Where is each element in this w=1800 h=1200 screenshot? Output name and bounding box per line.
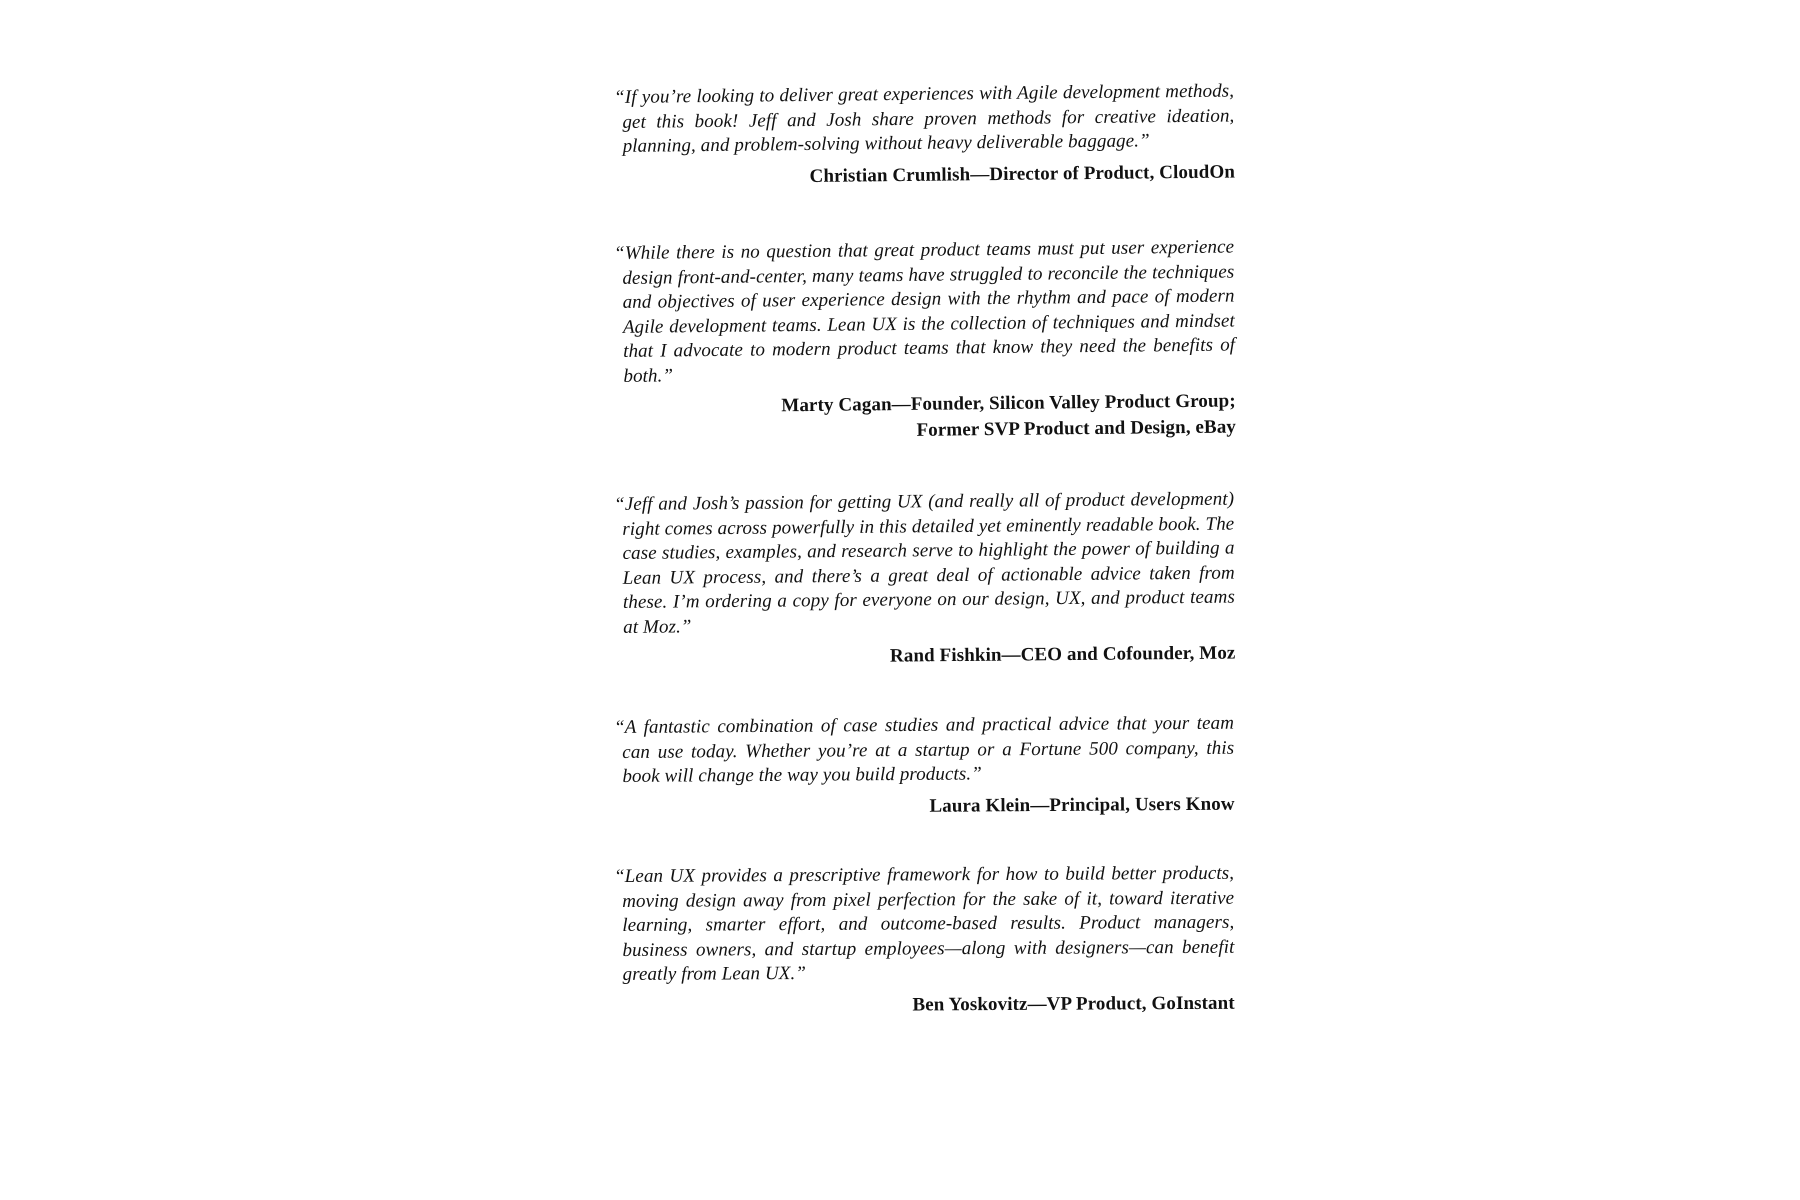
praise-blurb	[614, 711, 1235, 821]
attribution-line: Former SVP Product and Design, eBay	[916, 415, 1237, 441]
praise-blurb	[614, 80, 1235, 192]
praise-blurb	[614, 862, 1235, 1020]
praise-column	[614, 80, 1237, 1020]
blurb-quote: “While there is no question that great product teams must put user experience design front-and-center, many teams have struggled to reconcile the techniques and objectives of user experience design with the rhythm and pace of modern Agile development teams. Lean UX is the collection of techniques and mindset that I advocate to modern product teams that know they need the benefits of both.”	[614, 236, 1236, 386]
blurb-quote: “If you’re looking to deliver great experiences with Agile development methods, get this book! Jeff and Josh share proven methods for creative ideation, planning, and problem-solving without heavy deliverable baggage.”	[614, 80, 1235, 157]
blurb-quote: “A fantastic combination of case studies and practical advice that your team can use today. Whether you’re at a startup or a Fortune 500 company, this book will change the way you build products.”	[614, 712, 1235, 787]
attribution-line: Ben Yoskovitz—VP Product, GoInstant	[912, 992, 1235, 1015]
blurb-attribution	[616, 388, 1237, 446]
blurb-attribution	[615, 159, 1235, 191]
praise-blurb	[614, 487, 1236, 671]
attribution-line: Christian Crumlish—Director of Product, CloudOn	[809, 161, 1236, 187]
attribution-line: Rand Fishkin—CEO and Cofounder, Moz	[889, 642, 1236, 667]
blurb-attribution	[615, 791, 1235, 821]
blurb-quote: “Jeff and Josh’s passion for getting UX (and really all of product development) right comes across powerfully in this detailed yet eminently readable book. The case studies, examples, and research serve to highlight the power of building a Lean UX process, and there’s a great deal of actionable advice taken from these. I’m ordering a copy for everyone on our design, UX, and product teams at Moz.”	[614, 488, 1236, 637]
attribution-line: Marty Cagan—Founder, Silicon Valley Product Group;	[781, 389, 1236, 416]
blurb-quote: “Lean UX provides a prescriptive framework for how to build better products, moving design away from pixel perfection for the sake of it, toward iterative learning, smarter effort, and outcome-based results. Product managers, business owners, and startup employees—along with designers—can benefit greatly from Lean UX.”	[614, 862, 1235, 985]
praise-blurb	[614, 235, 1236, 446]
blurb-attribution	[615, 990, 1235, 1019]
attribution-line: Laura Klein—Principal, Users Know	[929, 792, 1235, 816]
blurb-attribution	[615, 640, 1235, 671]
